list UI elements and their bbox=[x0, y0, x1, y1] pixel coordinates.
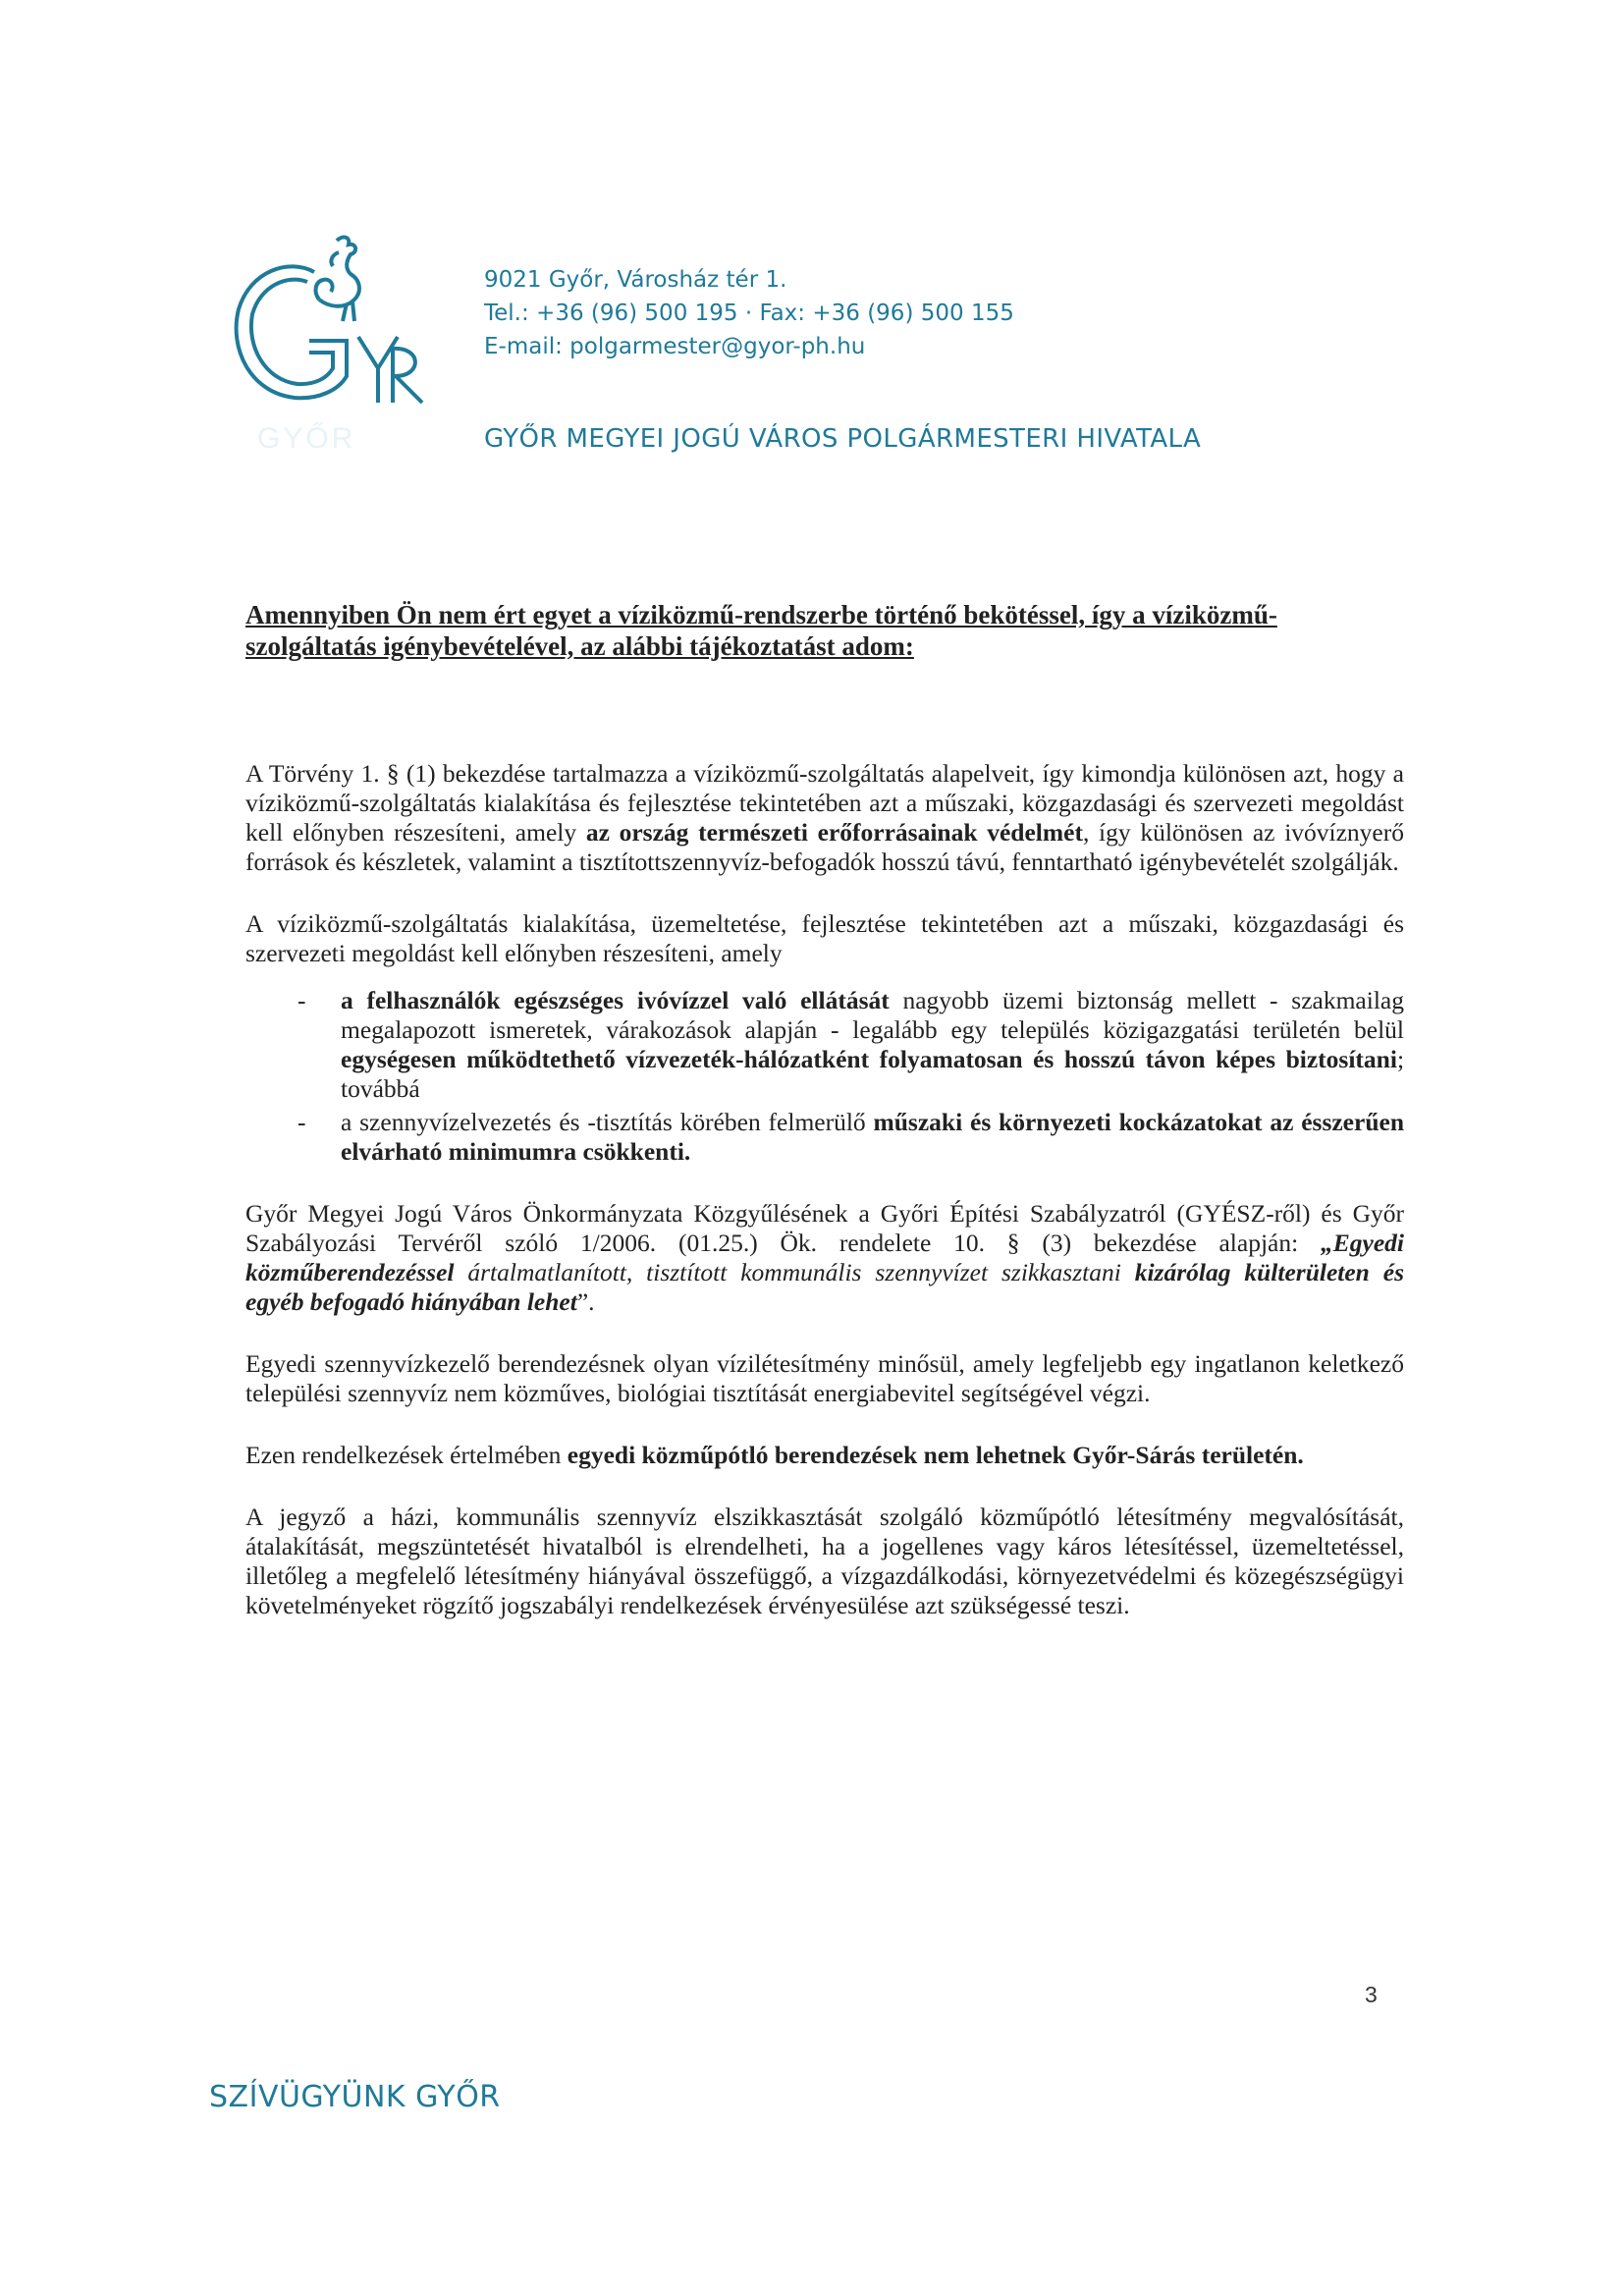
phone-fax-text: Tel.: +36 (96) 500 195 · Fax: +36 (96) 500 155 bbox=[484, 301, 1014, 326]
list-dash: - bbox=[298, 1108, 306, 1136]
address-text: 9021 Győr, Városház tér 1. bbox=[484, 267, 787, 293]
notice-heading: Amennyiben Ön nem ért egyet a víziközmű-rendszerbe történő bekötéssel, így a víziközmű-szolgáltatás igénybevételével, az alábbi tájékoztatást adom: bbox=[245, 600, 1277, 661]
item1-text-h: ; továbbá bbox=[341, 1045, 1405, 1103]
list-dash: - bbox=[298, 986, 306, 1014]
p3-quote-bold-d: kizárólag külterületen és egyéb befogadó hiányában lehet bbox=[245, 1258, 1404, 1316]
requirements-list bbox=[245, 986, 1404, 1167]
item1-text-b: nagyobb üzemi biztonság mellett - szakmailag megalapozott ismeretek, várakozások alapján - legalább egy település közigazgatási területén belül bbox=[341, 986, 1404, 1044]
item2-bold-b: műszaki és környezeti kockázatokat az ésszerűen elvárható minimumra csökkenti. bbox=[341, 1108, 1404, 1166]
city-logo bbox=[221, 231, 432, 417]
paragraph-notary-powers: A jegyző a házi, kommunális szennyvíz elszikkasztását szolgáló közműpótló létesítmény megvalósítását, átalakítását, megszüntetését hivatalból is elrendelheti, ha a jogellenes vagy káros létesítéssel, üzemeltetéssel, illetőleg a megfelelő létesítmény hiányával összefüggő, a vízgazdálkodási, környezetvédelmi és közegészségügyi követelményeket rögzítő jogszabályi rendelkezések érvényesülése azt szükségessé teszi. bbox=[245, 1503, 1404, 1619]
contact-block bbox=[484, 263, 1014, 363]
letter-body bbox=[245, 599, 1404, 1653]
p3-text-e: ”. bbox=[576, 1287, 595, 1316]
footer-slogan: SZÍVÜGYÜNK GYŐR bbox=[209, 2080, 501, 2114]
paragraph-regulation-quote bbox=[245, 1199, 1404, 1317]
office-name: GYŐR MEGYEI JOGÚ VÁROS POLGÁRMESTERI HIVATALA bbox=[484, 424, 1202, 454]
list-item bbox=[245, 986, 1404, 1104]
page-number: 3 bbox=[1365, 1982, 1378, 2007]
item1-bold-e: működtethető bbox=[466, 1045, 616, 1073]
logo-city-text: GYŐR bbox=[257, 422, 356, 455]
p1-text-c: , így különösen az ivóvíznyerő források és készletek, valamint a tisztítottszennyvíz-befogadók hosszú távú, fenntartható igénybevételét szolgálják. bbox=[245, 818, 1404, 876]
p3-quote-c: ártalmatlanított, tisztított kommunális szennyvízet szikkasztani bbox=[454, 1258, 1135, 1286]
paragraph-conclusion bbox=[245, 1441, 1404, 1470]
p5-bold-b: egyedi közműpótló berendezések nem lehetnek Győr-Sárás területén. bbox=[567, 1441, 1304, 1469]
paragraph-definition: Egyedi szennyvízkezelő berendezésnek olyan vízilétesítmény minősül, amely legfeljebb egy ingatlanon keletkező települési szennyvíz nem közműves, biológiai tisztítását energiabevitel segítségével végzi. bbox=[245, 1349, 1404, 1407]
p5-text-a: Ezen rendelkezések értelmében bbox=[245, 1441, 568, 1469]
p1-text-a: A Törvény 1. § (1) bekezdése tartalmazza a víziközmű-szolgáltatás alapelveit, így kimondja különösen azt, hogy a víziközmű-szolgáltatás kialakítása és fejlesztése tekintetében azt a műszaki, közgazdasági és szervezeti megoldást kell előnyben részesíteni, amely bbox=[245, 759, 1404, 847]
item1-space-d bbox=[457, 1045, 467, 1073]
item1-bold-c: egységesen bbox=[341, 1045, 457, 1073]
item1-bold-a: a felhasználók egészséges ivóvízzel való ellátását bbox=[341, 986, 890, 1014]
paragraph-service-design: A víziközmű-szolgáltatás kialakítása, üzemeltetése, fejlesztése tekintetében azt a műszaki, közgazdasági és szervezeti megoldást kell előnyben részesíteni, amely bbox=[245, 909, 1404, 967]
paragraph-law-principles bbox=[245, 759, 1404, 877]
list-item bbox=[245, 1108, 1404, 1167]
p3-quote-bold-b: „Egyedi közműberendezéssel bbox=[245, 1229, 1404, 1286]
p1-emphasis: az ország természeti erőforrásainak védelmét bbox=[585, 818, 1083, 847]
p3-text-a: Győr Megyei Jogú Város Önkormányzata Közgyűlésének a Győri Építési Szabályzatról (GYÉSZ-ről) és Győr Szabályozási Tervéről szóló 1/2006. (01.25.) Ök. rendelete 10. § (3) bekezdése alapján: bbox=[245, 1199, 1404, 1257]
email-text: E-mail: polgarmester@gyor-ph.hu bbox=[484, 334, 866, 359]
item2-text-a: a szennyvízelvezetés és -tisztítás körében felmerülő bbox=[341, 1108, 874, 1136]
item1-bold-g: vízvezeték-hálózatként folyamatosan és hosszú távon képes biztosítani bbox=[625, 1045, 1397, 1073]
item1-space-f bbox=[616, 1045, 626, 1073]
